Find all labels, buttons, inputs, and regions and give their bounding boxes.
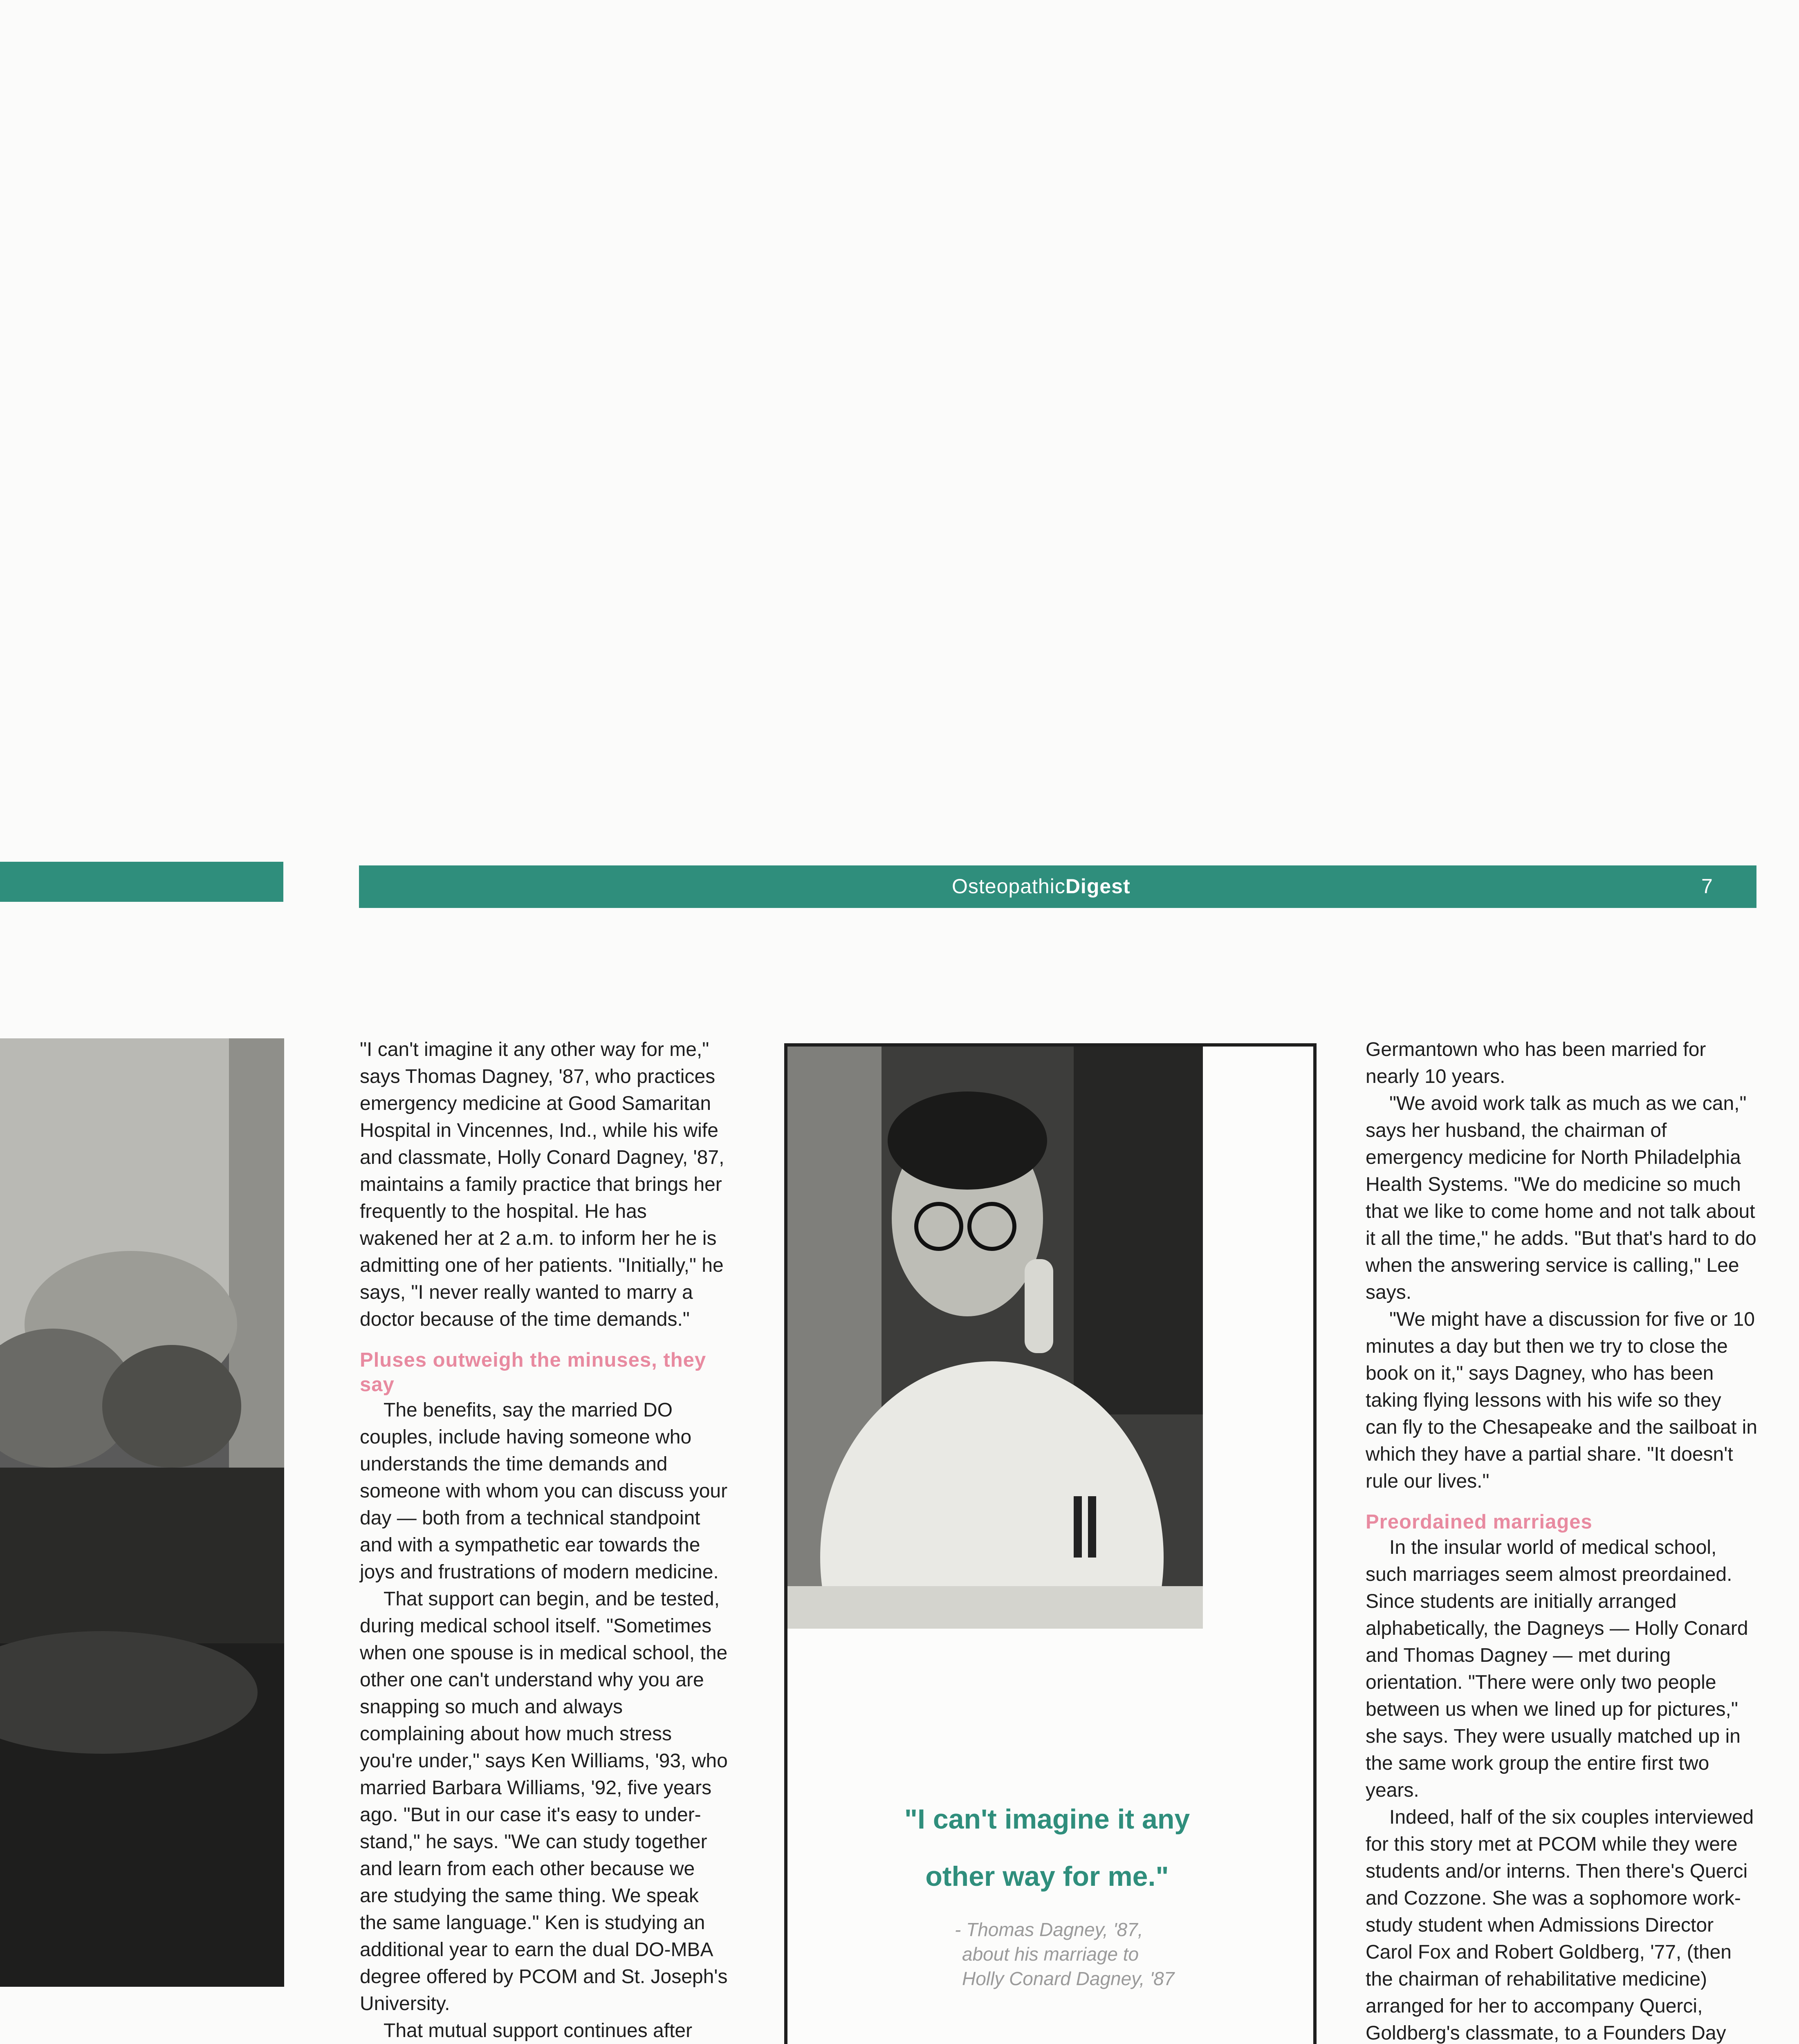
couple-photo-left-image: [0, 1038, 284, 1987]
thomas-dagney-photo: [787, 1047, 1203, 1629]
caption-line: Holly Conard Dagney, '87: [962, 1968, 1175, 1989]
magazine-title: OsteopathicDigest: [952, 875, 1131, 898]
paragraph: The benefits, say the married DO couples, include having someone who understands the time demands and someone with whom you can discuss your day — both from a technical standpoint and with a sympathetic ear towards the joys and frustrations of modern medicine.: [360, 1399, 728, 1583]
subheading: Preordained marriages: [1366, 1511, 1593, 1533]
article-column-1: [360, 1036, 728, 2044]
caption-line: about his marriage to: [962, 1943, 1139, 1965]
paragraph: That support can begin, and be tested, during medical school itself. "Sometimes when one spouse is in medical school, the other one can't understand why you are snapping so much and always complaining about how much stress you're under," says Ken Williams, '93, who married Barbara Williams, '92, five years ago. "But in our case it's easy to under-stand," he says. "We can study together and learn from each other because we are studying the same thing. We speak the same language." Ken is studying an additional year to earn the dual DO-MBA degree offered by PCOM and St. Joseph's University.: [360, 1588, 728, 2015]
pullquote-line: other way for me.": [925, 1861, 1169, 1892]
paragraph: "I can't imagine it any other way for me," says Thomas Dagney, '87, who practices emergency medicine at Good Samaritan Hospital in Vincennes, Ind., while his wife and classmate, Holly Conard Dagney, '87, maintains a family practice that brings her frequently to the hospital. He has wakened her at 2 a.m. to inform her he is admitting one of her patients. "Initially," he says, "I never really wanted to marry a doctor because of the time demands.": [360, 1039, 725, 1330]
page-number: 7: [1701, 875, 1713, 898]
header-bar: [359, 865, 1756, 908]
paragraph: Germantown who has been married for nearly 10 years.: [1366, 1039, 1706, 1087]
caption-line: - Thomas Dagney, '87,: [955, 1919, 1143, 1940]
pullquote-line: "I can't imagine it any: [904, 1804, 1190, 1835]
paragraph: "We might have a discussion for five or 10 minutes a day but then we try to close the book on it," says Dagney, who has been taking flying lessons with his wife so they can fly to the Chesapeake and the sailboat in which they have a partial share. "It doesn't rule our lives.": [1366, 1309, 1757, 1492]
thomas-dagney-image: [787, 1047, 1203, 1629]
header-bar-left: [0, 862, 283, 902]
subheading: Pluses outweigh the minuses, they say: [360, 1349, 707, 1396]
article-column-3: [1366, 1036, 1758, 2044]
center-caption: [955, 1917, 1241, 1991]
paragraph: Indeed, half of the six couples interviewed for this story met at PCOM while they were students and/or interns. Then there's Querci and Cozzone. She was a sophomore work-study student when Admissions Director Carol Fox and Robert Goldberg, '77, (then the chairman of rehabilitative medicine) arranged for her to accompany Querci, Goldberg's classmate, to a Founders Day: [1366, 1806, 1754, 2044]
paragraph: "We avoid work talk as much as we can," says her husband, the chairman of emergency medicine for North Philadelphia Health Systems. "We do medicine so much that we like to come home and not talk about it all the time," he adds. "But that's hard to do when the answering service is calling," Lee says.: [1366, 1093, 1756, 1303]
paragraph: That mutual support continues after: [384, 2020, 693, 2042]
couple-photo-left: [0, 1038, 284, 1987]
center-pullquote: [787, 1791, 1307, 1905]
paragraph: In the insular world of medical school, such marriages seem almost preordained. Since students are initially arranged alphabetically, the Dagneys — Holly Conard and Thomas Dagney — met during orientation. "There were only two people between us when we lined up for pictures," she says. They were usually matched up in the same work group the entire first two years.: [1366, 1537, 1748, 1801]
